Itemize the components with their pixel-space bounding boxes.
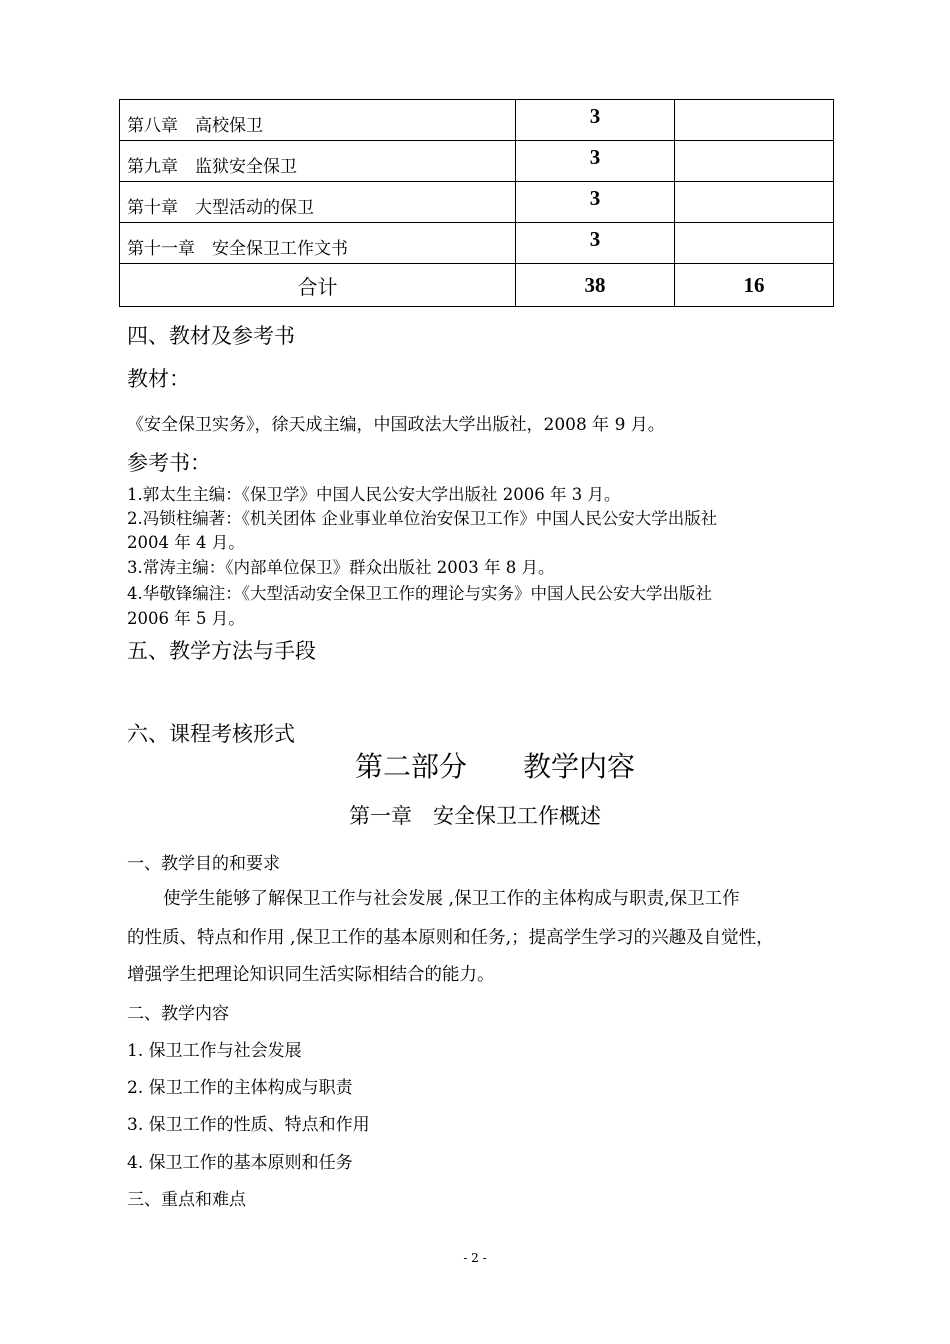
textbook-label: 教材： bbox=[127, 367, 190, 391]
content-heading: 二、教学内容 bbox=[127, 1004, 229, 1024]
ref-line: 3.常涛主编：《内部单位保卫》群众出版社 2003 年 8 月。 bbox=[127, 558, 555, 577]
hours-table bbox=[119, 99, 834, 307]
refs-label: 参考书： bbox=[127, 451, 211, 475]
practice-hours-cell bbox=[675, 141, 834, 182]
ref-line: 2004 年 4 月。 bbox=[127, 533, 245, 552]
ref-line: 2.冯锁柱编著：《机关团体 企业事业单位治安保卫工作》中国人民公安大学出版社 bbox=[127, 509, 718, 528]
content-item: 2. 保卫工作的主体构成与职责 bbox=[127, 1078, 353, 1098]
key-heading: 三、重点和难点 bbox=[127, 1190, 246, 1210]
theory-hours-cell: 3 bbox=[516, 182, 675, 223]
ref-line: 1.郭太生主编：《保卫学》中国人民公安大学出版社 2006 年 3 月。 bbox=[127, 485, 621, 504]
practice-hours-cell bbox=[675, 223, 834, 264]
ref-line: 4.华敬锋编注：《大型活动安全保卫工作的理论与实务》中国人民公安大学出版社 bbox=[127, 584, 712, 603]
chapter-cell: 第十一章 安全保卫工作文书 bbox=[120, 223, 516, 264]
theory-hours-cell: 3 bbox=[516, 141, 675, 182]
chapter-cell: 第十章 大型活动的保卫 bbox=[120, 182, 516, 223]
textbook-entry: 《安全保卫实务》，徐天成主编，中国政法大学出版社，2008 年 9 月。 bbox=[127, 415, 665, 435]
page-number: - 2 - bbox=[463, 1251, 487, 1265]
table-row bbox=[120, 141, 834, 182]
practice-hours-cell bbox=[675, 100, 834, 141]
total-label: 合计 bbox=[120, 264, 516, 307]
content-item: 4. 保卫工作的基本原则和任务 bbox=[127, 1153, 353, 1173]
content-item: 1. 保卫工作与社会发展 bbox=[127, 1041, 302, 1061]
theory-hours-cell: 3 bbox=[516, 223, 675, 264]
section5-heading: 五、教学方法与手段 bbox=[127, 639, 316, 663]
total-practice: 16 bbox=[675, 264, 834, 307]
chapter-cell: 第九章 监狱安全保卫 bbox=[120, 141, 516, 182]
section6-heading: 六、课程考核形式 bbox=[127, 722, 295, 746]
content-item: 3. 保卫工作的性质、特点和作用 bbox=[127, 1115, 370, 1135]
goals-line: 的性质、特点和作用 ,保卫工作的基本原则和任务,；提高学生学习的兴趣及自觉性， bbox=[127, 928, 774, 948]
chapter-cell: 第八章 高校保卫 bbox=[120, 100, 516, 141]
goals-heading: 一、教学目的和要求 bbox=[127, 854, 280, 874]
goals-line: 使学生能够了解保卫工作与社会发展 ,保卫工作的主体构成与职责,保卫工作 bbox=[163, 889, 740, 909]
practice-hours-cell bbox=[675, 182, 834, 223]
chapter-title: 第一章 安全保卫工作概述 bbox=[349, 804, 601, 828]
total-theory: 38 bbox=[516, 264, 675, 307]
table-row bbox=[120, 100, 834, 141]
table-row bbox=[120, 182, 834, 223]
part-title: 第二部分 教学内容 bbox=[354, 750, 635, 783]
theory-hours-cell: 3 bbox=[516, 100, 675, 141]
goals-line: 增强学生把理论知识同生活实际相结合的能力。 bbox=[127, 965, 495, 985]
table-row bbox=[120, 223, 834, 264]
section4-heading: 四、教材及参考书 bbox=[127, 324, 295, 348]
total-row bbox=[120, 264, 834, 307]
ref-line: 2006 年 5 月。 bbox=[127, 609, 245, 628]
